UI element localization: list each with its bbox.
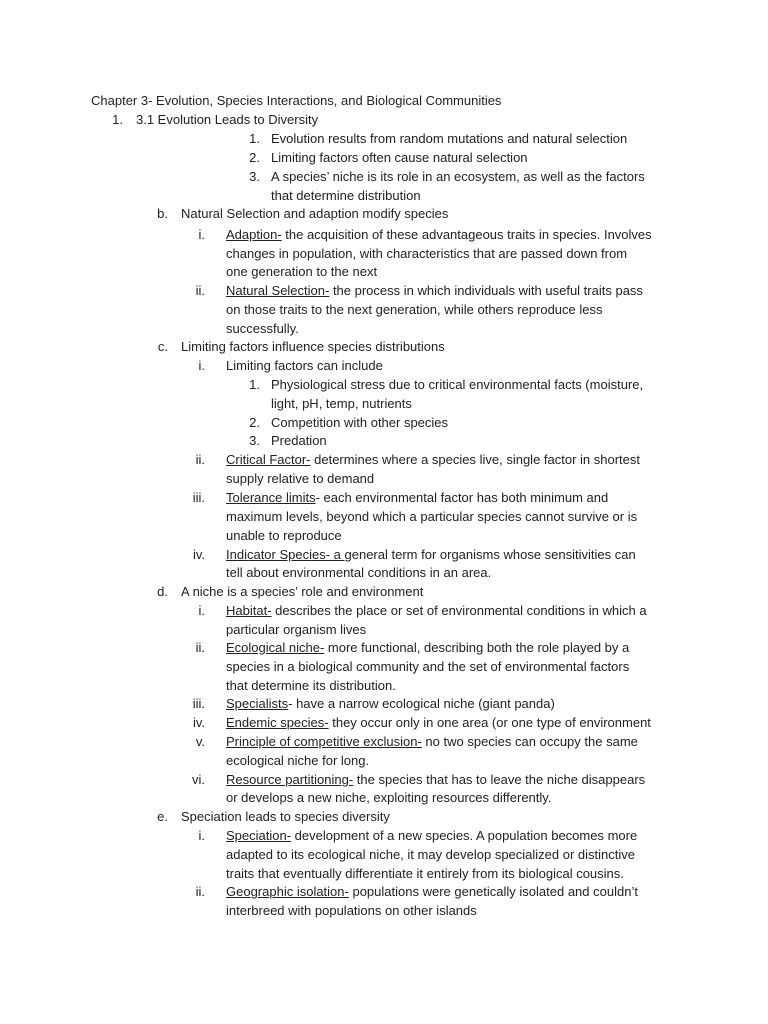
list-item: Physiological stress due to critical environmental facts (moisture, xyxy=(271,377,644,392)
list-marker: iii. xyxy=(192,490,205,505)
section-heading: 3.1 Evolution Leads to Diversity xyxy=(136,112,319,127)
list-marker: 1. xyxy=(249,131,260,146)
definition-term: Resource partitioning- xyxy=(226,772,354,787)
definition-text: determines where a species live, single factor in shortest xyxy=(310,452,641,467)
definition-continuation: successfully. xyxy=(226,321,299,336)
definition-term: Adaption- xyxy=(226,227,282,242)
definition-continuation: particular organism lives xyxy=(226,622,367,637)
list-item: A species’ niche is its role in an ecosystem, as well as the factors xyxy=(271,169,645,184)
definition-line xyxy=(226,225,652,244)
definition-text: - have a narrow ecological niche (giant panda) xyxy=(288,696,555,711)
definition-continuation: unable to reproduce xyxy=(226,528,342,543)
list-marker: ii. xyxy=(195,452,205,467)
list-marker: 1. xyxy=(249,377,260,392)
definition-line xyxy=(226,601,647,620)
definition-continuation: or develops a new niche, exploiting resources differently. xyxy=(226,790,552,805)
definition-term: Habitat- xyxy=(226,603,272,618)
list-marker: 3. xyxy=(249,169,260,184)
definition-term: Ecological niche- xyxy=(226,640,325,655)
list-item: Limiting factors can include xyxy=(226,358,383,373)
definition-text: the species that has to leave the niche disappears xyxy=(353,772,646,787)
list-marker: d. xyxy=(157,584,168,599)
definition-text: - each environmental factor has both minimum and xyxy=(315,490,609,505)
definition-line xyxy=(226,732,638,751)
definition-continuation: species in a biological community and the set of environmental factors xyxy=(226,659,630,674)
list-marker: iii. xyxy=(192,696,205,711)
definition-text: they occur only in one area (or one type of environment xyxy=(328,715,651,730)
section-heading: Natural Selection and adaption modify species xyxy=(181,206,449,221)
definition-continuation: supply relative to demand xyxy=(226,471,375,486)
list-marker: vi. xyxy=(192,772,205,787)
definition-continuation: on those traits to the next generation, while others reproduce less xyxy=(226,302,603,317)
definition-continuation: that determine its distribution. xyxy=(226,678,396,693)
list-marker: 1. xyxy=(112,112,123,127)
definition-continuation: traits that eventually differentiate it entirely from its biological cousins. xyxy=(226,866,624,881)
definition-continuation: changes in population, with characteristics that are passed down from xyxy=(226,246,628,261)
definition-term: Critical Factor- xyxy=(226,452,311,467)
definition-term: Natural Selection- xyxy=(226,283,330,298)
list-item-continuation: that determine distribution xyxy=(271,188,421,203)
definition-term: Endemic species- xyxy=(226,715,329,730)
list-marker: ii. xyxy=(195,640,205,655)
definition-line xyxy=(226,545,636,564)
list-marker: i. xyxy=(198,828,205,843)
list-marker: b. xyxy=(157,206,168,221)
list-marker: e. xyxy=(157,809,168,824)
definition-line xyxy=(226,450,640,469)
page-title: Chapter 3- Evolution, Species Interactions, and Biological Communities xyxy=(91,93,502,108)
definition-continuation: one generation to the next xyxy=(226,264,378,279)
list-marker: 2. xyxy=(249,415,260,430)
list-marker: 3. xyxy=(249,433,260,448)
definition-line xyxy=(226,281,643,300)
list-marker: i. xyxy=(198,227,205,242)
definition-line xyxy=(226,638,629,657)
list-item: Competition with other species xyxy=(271,415,449,430)
definition-line xyxy=(226,713,651,732)
definition-term: Tolerance limits xyxy=(226,490,316,505)
list-item: Predation xyxy=(271,433,327,448)
list-item: Limiting factors often cause natural selection xyxy=(271,150,528,165)
definition-term: Geographic isolation- xyxy=(226,884,349,899)
list-marker: i. xyxy=(198,603,205,618)
definition-continuation: adapted to its ecological niche, it may develop specialized or distinctive xyxy=(226,847,636,862)
list-marker: v. xyxy=(195,734,205,749)
definition-line xyxy=(226,770,645,789)
definition-line xyxy=(226,882,638,901)
definition-text: describes the place or set of environmental conditions in which a xyxy=(271,603,647,618)
definition-text: development of a new species. A population becomes more xyxy=(291,828,638,843)
definition-line xyxy=(226,694,555,713)
list-marker: iv. xyxy=(192,547,205,562)
definition-term: Principle of competitive exclusion- xyxy=(226,734,422,749)
definition-text: populations were genetically isolated and couldn’t xyxy=(348,884,638,899)
definition-continuation: interbreed with populations on other islands xyxy=(226,903,477,918)
definition-continuation: tell about environmental conditions in an area. xyxy=(226,565,492,580)
list-marker: ii. xyxy=(195,884,205,899)
list-item: Evolution results from random mutations and natural selection xyxy=(271,131,628,146)
definition-line xyxy=(226,826,637,845)
definition-text: the acquisition of these advantageous traits in species. Involves xyxy=(281,227,652,242)
definition-continuation: ecological niche for long. xyxy=(226,753,370,768)
list-marker: ii. xyxy=(195,283,205,298)
list-item-continuation: light, pH, temp, nutrients xyxy=(271,396,412,411)
definition-text: general term for organisms whose sensitivities can xyxy=(344,547,636,562)
definition-term: Specialists xyxy=(226,696,289,711)
definition-term: Speciation- xyxy=(226,828,292,843)
list-marker: iv. xyxy=(192,715,205,730)
list-marker: c. xyxy=(157,339,168,354)
list-marker: i. xyxy=(198,358,205,373)
section-heading: Limiting factors influence species distributions xyxy=(181,339,445,354)
definition-continuation: maximum levels, beyond which a particular species cannot survive or is xyxy=(226,509,638,524)
section-heading: Speciation leads to species diversity xyxy=(181,809,390,824)
definition-text: no two species can occupy the same xyxy=(421,734,638,749)
definition-text: more functional, describing both the role played by a xyxy=(324,640,630,655)
definition-term: Indicator Species- a xyxy=(226,547,345,562)
definition-text: the process in which individuals with useful traits pass xyxy=(329,283,643,298)
list-marker: 2. xyxy=(249,150,260,165)
definition-line xyxy=(226,488,608,507)
section-heading: A niche is a species’ role and environment xyxy=(181,584,424,599)
